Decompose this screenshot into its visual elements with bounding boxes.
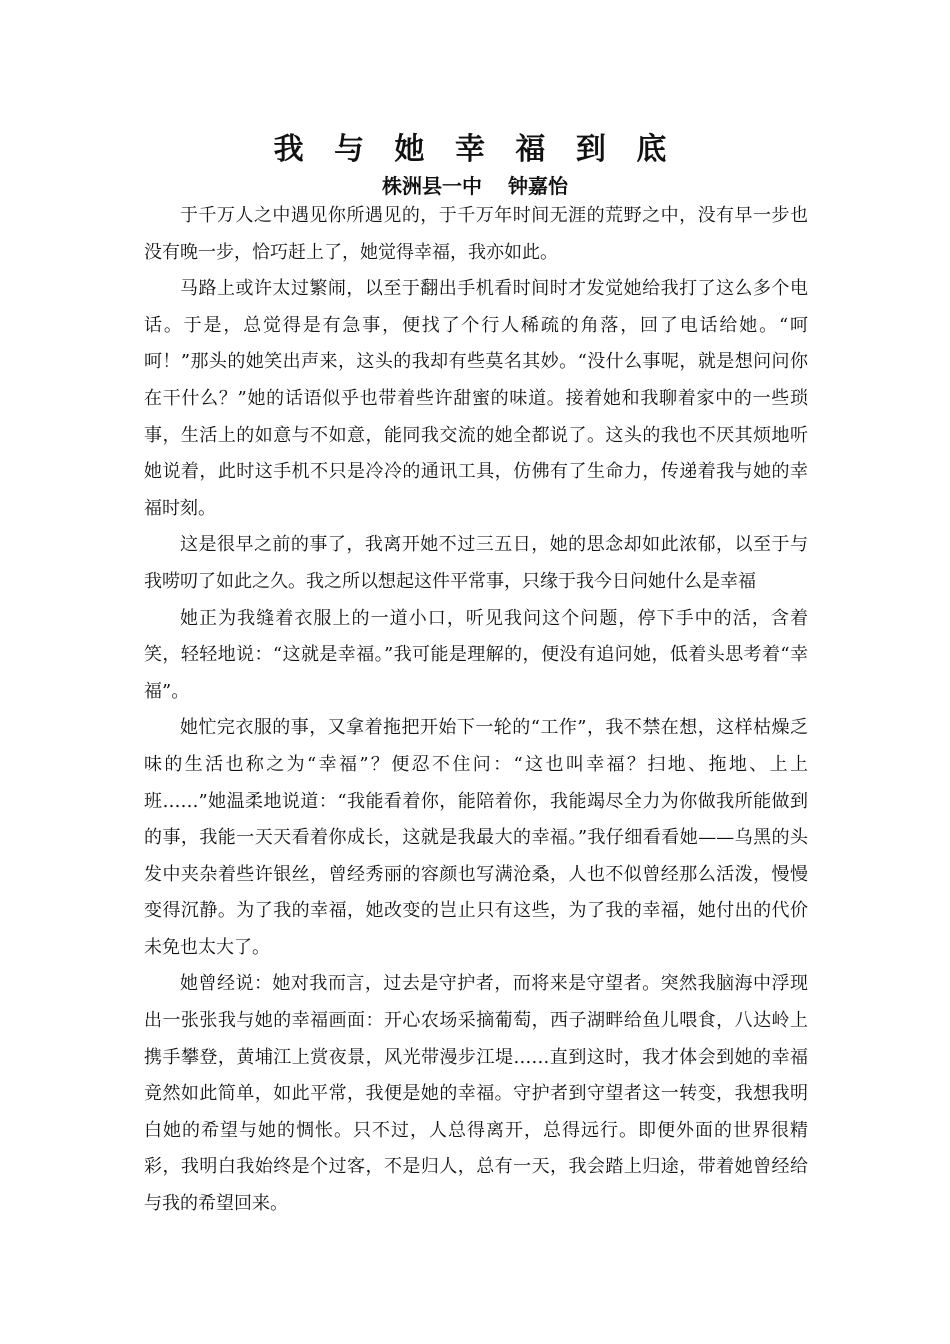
- paragraph-4: 她正为我缝着衣服上的一道小口，听见我问这个问题，停下手中的活，含着笑，轻轻地说：“这就是幸福。”我可能是理解的，便没有追问她，低着头思考着“幸福”。: [144, 607, 808, 702]
- article-title: 我 与 她 幸 福 到 底: [273, 132, 677, 167]
- paragraph-1: 于千万人之中遇见你所遇见的，于千万年时间无涯的荒野之中，没有早一步也没有晚一步，恰巧赶上了，她觉得幸福，我亦如此。: [144, 205, 808, 263]
- author-byline: [0, 172, 950, 200]
- author-school: 株洲县一中: [382, 174, 482, 198]
- article-body: [144, 198, 808, 1223]
- paragraph-3: 这是很早之前的事了，我离开她不过三五日，她的思念却如此浓郁，以至于与我唠叨了如此之久。我之所以想起这件平常事，只缘于我今日问她什么是幸福: [144, 534, 808, 592]
- paragraph-6: 她曾经说：她对我而言，过去是守护者，而将来是守望者。突然我脑海中浮现出一张张我与她的幸福画面：开心农场采摘葡萄，西子湖畔给鱼儿喂食，八达岭上携手攀登，黄埔江上赏夜景，风光带漫步江堤……直到这时，我才体会到她的幸福竟然如此简单，如此平常，我便是她的幸福。守护者到守望者这一转变，我想我明白她的希望与她的惆怅。只不过，人总得离开，总得远行。即便外面的世界很精彩，我明白我始终是个过客，不是归人，总有一天，我会踏上归途，带着她曾经给与我的希望回来。: [144, 973, 808, 1215]
- author-name: 钟嘉怡: [508, 174, 568, 198]
- paragraph-5: 她忙完衣服的事，又拿着拖把开始下一轮的“工作”，我不禁在想，这样枯燥乏味的生活也称之为“幸福”？便忍不住问：“这也叫幸福？扫地、拖地、上上班……”她温柔地说道：“我能看着你，能陪着你，我能竭尽全力为你做我所能做到的事，我能一天天看着你成长，这就是我最大的幸福。”我仔细看看她——乌黑的头发中夹杂着些许银丝，曾经秀丽的容颜也写满沧桑，人也不似曾经那么活泼，慢慢变得沉静。为了我的幸福，她改变的岂止只有这些，为了我的幸福，她付出的代价未免也太大了。: [144, 717, 808, 958]
- paragraph-2: 马路上或许太过繁闹，以至于翻出手机看时间时才发觉她给我打了这么多个电话。于是，总觉得是有急事，便找了个行人稀疏的角落，回了电话给她。“呵呵！”那头的她笑出声来，这头的我却有些莫名其妙。“没什么事呢，就是想问问你在干什么？”她的话语似乎也带着些许甜蜜的味道。接着她和我聊着家中的一些琐事，生活上的如意与不如意，能同我交流的她全都说了。这头的我也不厌其烦地听她说着，此时这手机不只是冷冷的通讯工具，仿佛有了生命力，传递着我与她的幸福时刻。: [144, 278, 808, 519]
